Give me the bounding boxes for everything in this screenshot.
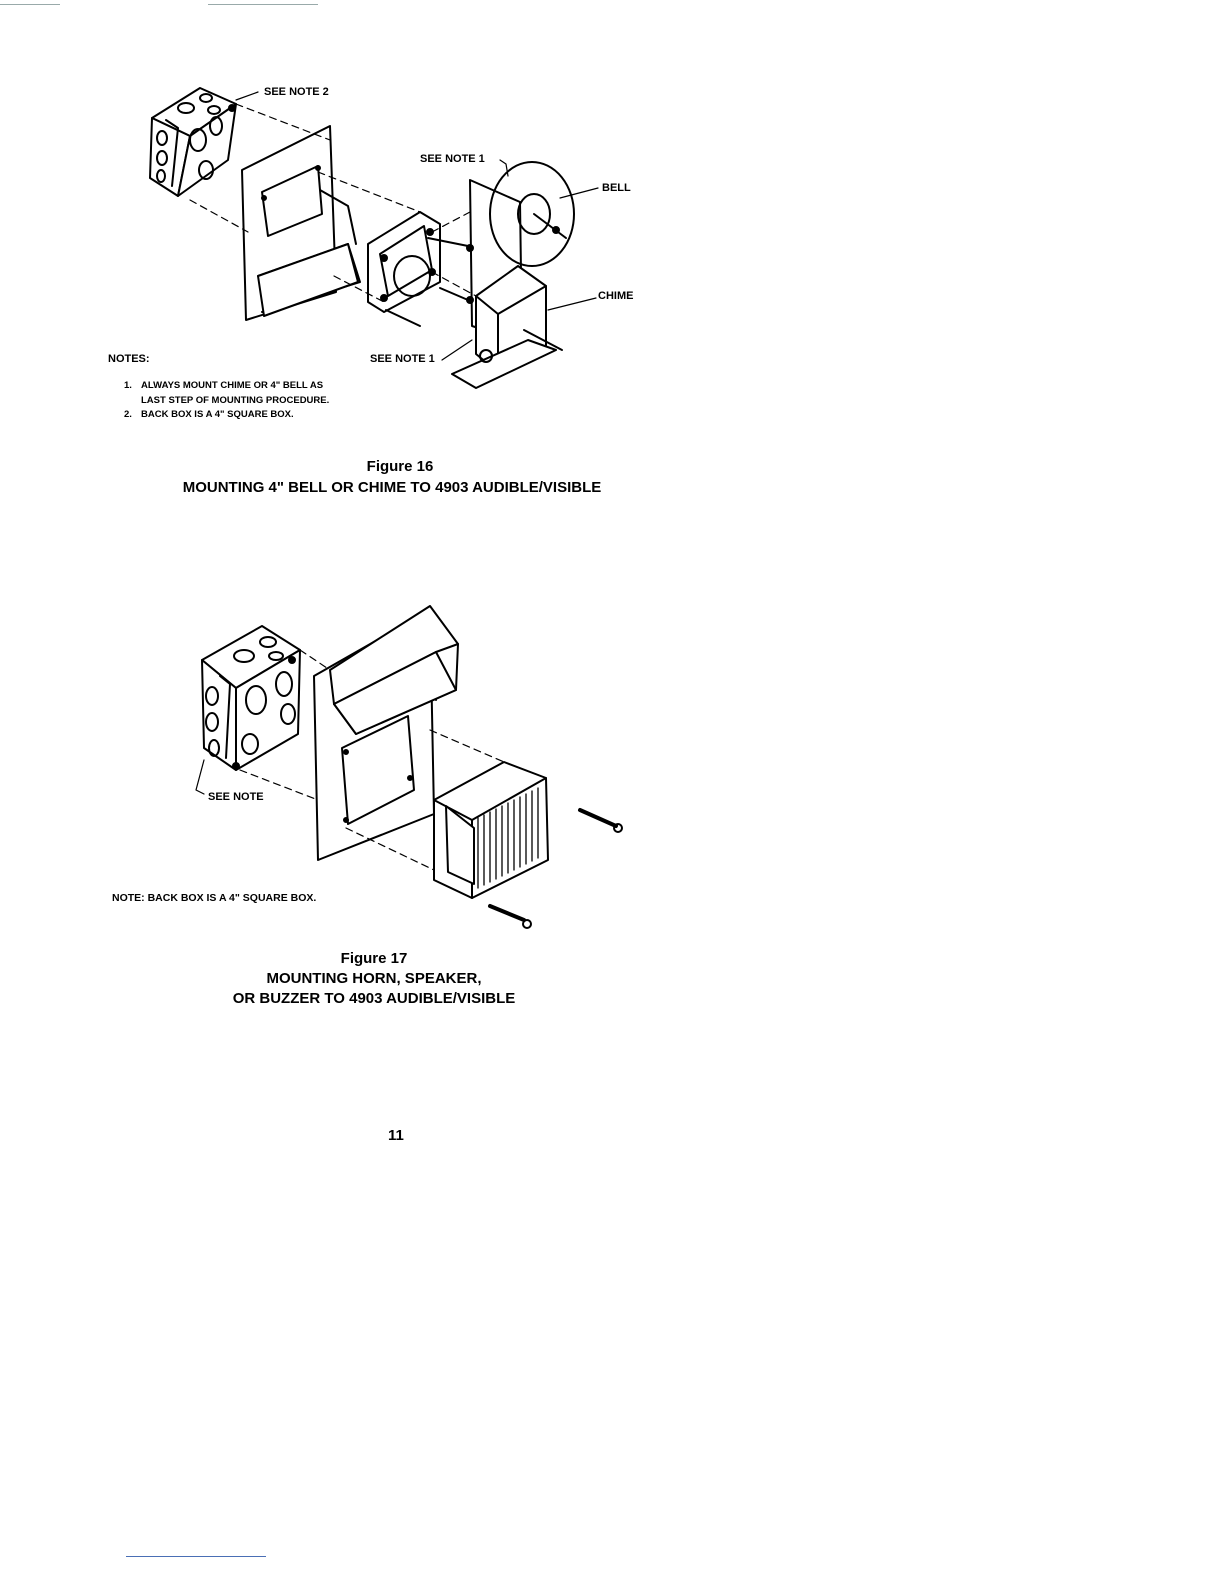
note-text: BACK BOX IS A 4" SQUARE BOX. <box>141 409 294 420</box>
figure-16-number: Figure 16 <box>366 458 434 475</box>
figure-17-number: Figure 17 <box>340 950 408 967</box>
note-number: 2. <box>124 409 132 420</box>
fig16-label-chime: CHIME <box>598 290 634 302</box>
page-number: 11 <box>388 1127 404 1144</box>
fig17-label-see-note: SEE NOTE <box>208 791 264 803</box>
figure-17-caption-line-1: MOUNTING HORN, SPEAKER, <box>266 970 482 987</box>
fig17-horn <box>434 762 548 898</box>
fig16-label-see-note-1-bottom: SEE NOTE 1 <box>370 353 435 365</box>
scan-bottom-mark <box>126 1556 266 1557</box>
fig17-note: NOTE: BACK BOX IS A 4" SQUARE BOX. <box>112 892 317 904</box>
fig16-notes-title: NOTES: <box>108 353 150 365</box>
fig16-label-bell: BELL <box>602 182 631 194</box>
note-text: ALWAYS MOUNT CHIME OR 4" BELL AS LAST STEP OF MOUNTING PROCEDURE. <box>141 380 330 406</box>
note-number: 1. <box>124 380 132 391</box>
figure-16-caption: MOUNTING 4" BELL OR CHIME TO 4903 AUDIBLE/VISIBLE <box>182 479 602 496</box>
fig17-leader <box>196 760 204 794</box>
fig17-back-box <box>202 626 300 770</box>
fig16-label-see-note-1-top: SEE NOTE 1 <box>420 153 485 165</box>
figure-17-caption-line-2: OR BUZZER TO 4903 AUDIBLE/VISIBLE <box>232 990 516 1007</box>
fig16-label-see-note-2: SEE NOTE 2 <box>264 86 329 98</box>
